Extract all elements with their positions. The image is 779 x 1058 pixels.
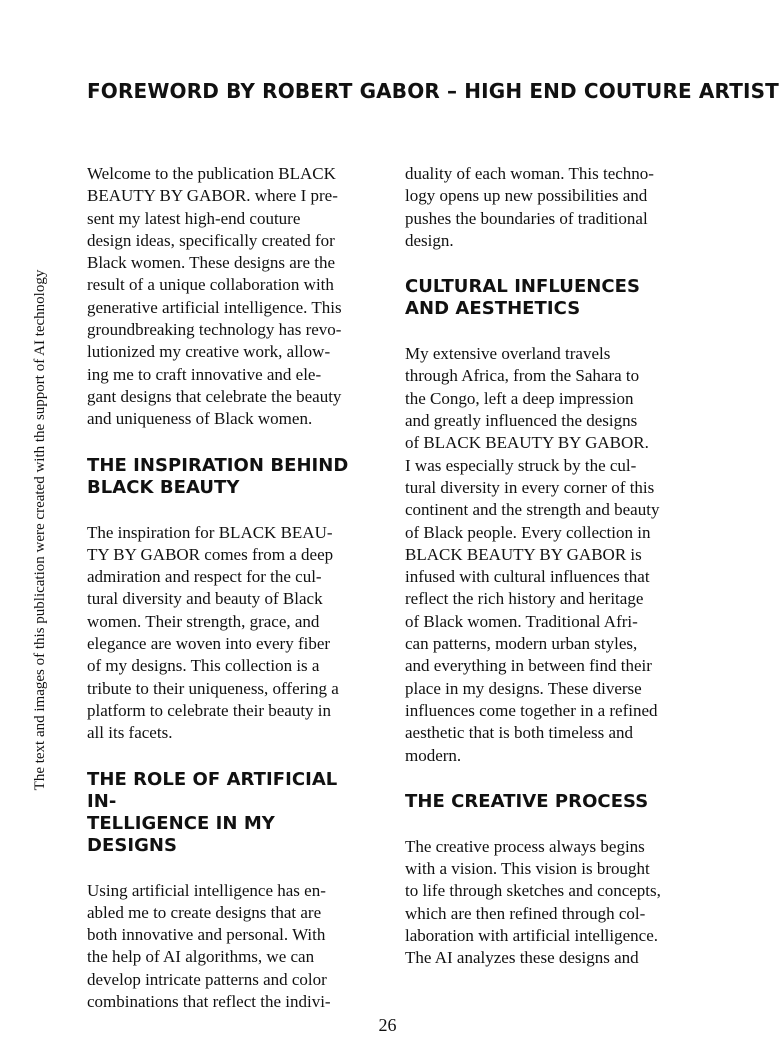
continued-paragraph: duality of each woman. This techno- logy opens up new possibilities and pushes the boundaries of traditional design. [405,164,654,250]
cultural-influences-heading: CULTURAL INFLUENCES AND AESTHETICS [405,276,641,320]
creative-process-paragraph: The creative process always begins with a vision. This vision is brought to life through sketches and concepts, which are then refined through col- laboration with artificial intelligence. The AI analyzes these designs and [405,836,661,968]
inspiration-paragraph: The inspiration for BLACK BEAU- TY BY GABOR comes from a deep admiration and respect for the cul- tural diversity and beauty of Black women. Their strength, grace, and elegance are woven into every fiber of my designs. This collection is a tribute to their uniqueness, offering a platform to celebrate their beauty in all its facets. [87,522,339,743]
right-column [405,163,687,973]
page-title: FOREWORD BY ROBERT GABOR – HIGH END COUTURE ARTIST [87,79,779,103]
left-column [87,163,369,1012]
creative-process-heading: THE CREATIVE PROCESS [405,790,649,812]
ai-role-paragraph: Using artificial intelligence has en- abled me to create designs that are both innovative and personal. With the help of AI algorithms, we can develop intricate patterns and color combinations that reflect the indivi- [87,880,331,1012]
page-number: 26 [378,1015,397,1035]
inspiration-heading: THE INSPIRATION BEHIND BLACK BEAUTY [87,454,349,498]
cultural-influences-paragraph: My extensive overland travels through Africa, from the Sahara to the Congo, left a deep impression and greatly influenced the designs of BLACK BEAUTY BY GABOR. I was especially struck by the cul- tural diversity in every corner of this continent and the strength and beauty of Black people. Every collection in BLACK BEAUTY BY GABOR is infused with cultural influences that reflect the rich history and heritage of Black women. Traditional Afri- can patterns, modern urban styles, and everything in between find their place in my designs. These diverse influences come together in a refined aesthetic that is both timeless and modern. [405,344,660,765]
vertical-side-note: The text and images of this publication were created with the support of AI technology [32,269,48,791]
ai-role-heading: THE ROLE OF ARTIFICIAL IN- TELLIGENCE IN MY DESIGNS [87,768,338,856]
intro-paragraph: Welcome to the publication BLACK BEAUTY BY GABOR. where I pre- sent my latest high-end couture design ideas, specifically created for Black women. These designs are the result of a unique collaboration with generative artificial intelligence. This groundbreaking technology has revo- lutionized my creative work, allow- ing me to craft innovative and ele- gant designs that celebrate the beauty and uniqueness of Black women. [87,164,342,429]
